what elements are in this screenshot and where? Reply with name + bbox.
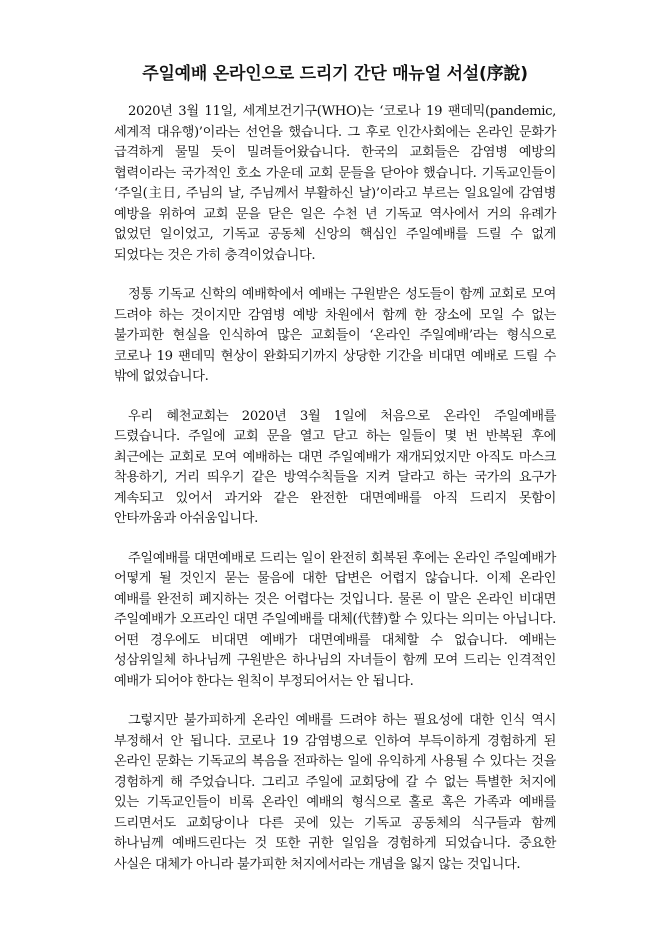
paragraph-4: 주일예배를 대면예배로 드리는 일이 완전히 회복된 후에는 온라인 주일예배가 어떻게 될 것인지 묻는 물음에 대한 답변은 어렵지 않습니다. 이제 온라인 예배를 완전히 폐지하는 것은 어렵다는 것입니다. 물론 이 말은 온라인 비대면 주일예배가 오프라인 대면 주일예배를 대체(代替)할 수 있다는 의미는 아닙니다. 어떤 경우에도 비대면 예배가 대면예배를 대체할 수 없습니다. 예배는 성삼위일체 하나님께 구원받은 하나님의 자녀들이 함께 모여 드리는 인격적인 예배가 되어야 한다는 원칙이 부정되어서는 안 됩니다. [114,550,556,689]
paragraph-2: 정통 기독교 신학의 예배학에서 예배는 구원받은 성도들이 함께 교회로 모여 드려야 하는 것이지만 감염병 예방 차원에서 함께 한 장소에 모일 수 없는 불가피한 현실을 인식하여 많은 교회들이 ‘온라인 주일예배’라는 형식으로 코로나 19 팬데믹 현상이 완화되기까지 상당한 기간을 비대면 예배로 드릴 수 밖에 없었습니다. [114,287,556,384]
paragraph-5: 그렇지만 불가피하게 온라인 예배를 드려야 하는 필요성에 대한 인식 역시 부정해서 안 됩니다. 코로나 19 감염병으로 인하여 부득이하게 경험하게 된 온라인 문화는 기독교의 복음을 전파하는 일에 유익하게 사용될 수 있다는 것을 경험하게 해 주었습니다. 그리고 주일에 교회당에 갈 수 없는 특별한 처지에 있는 기독교인들이 비록 온라인 예배의 형식으로 홀로 혹은 가족과 예배를 드리면서도 교회당이나 다른 곳에 있는 기독교 공동체의 식구들과 함께 하나님께 예배드린다는 것 또한 귀한 일임을 경험하게 되었습니다. 중요한 사실은 대체가 아니라 불가피한 처지에서라는 개념을 잃지 않는 것입니다. [114,713,556,872]
paragraph-1: 2020년 3월 11일, 세계보건기구(WHO)는 ‘코로나 19 팬데믹(pandemic, 세계적 대유행)’이라는 선언을 했습니다. 그 후로 인간사회에는 온라인 문화가 급격하게 물밀 듯이 밀려들어왔습니다. 한국의 교회들은 감염병 예방의 협력이라는 국가적인 호소 가운데 교회 문들을 닫아야 했습니다. 기독교인들이 ‘주일(主日, 주님의 날, 주님께서 부활하신 날)’이라고 부르는 일요일에 감염병 예방을 위하여 교회 문을 닫은 일은 수천 년 기독교 역사에서 거의 유례가 없었던 일이었고, 기독교 공동체 신앙의 핵심인 주일예배를 드릴 수 없게 되었다는 것은 가히 충격이었습니다. [114,104,556,263]
document-page [114,62,556,894]
document-title: 주일예배 온라인으로 드리기 간단 매뉴얼 서설(序說) [142,64,528,84]
paragraph-3: 우리 혜천교회는 2020년 3월 1일에 처음으로 온라인 주일예배를 드렸습니다. 주일에 교회 문을 열고 닫고 하는 일들이 몇 번 반복된 후에 최근에는 교회로 모여 예배하는 대면 주일예배가 재개되었지만 아직도 마스크 착용하기, 거리 띄우기 같은 방역수칙들을 지켜 달라고 하는 국가의 요구가 계속되고 있어서 과거와 같은 완전한 대면예배를 아직 드리지 못함이 안타까움과 아쉬움입니다. [114,408,556,526]
